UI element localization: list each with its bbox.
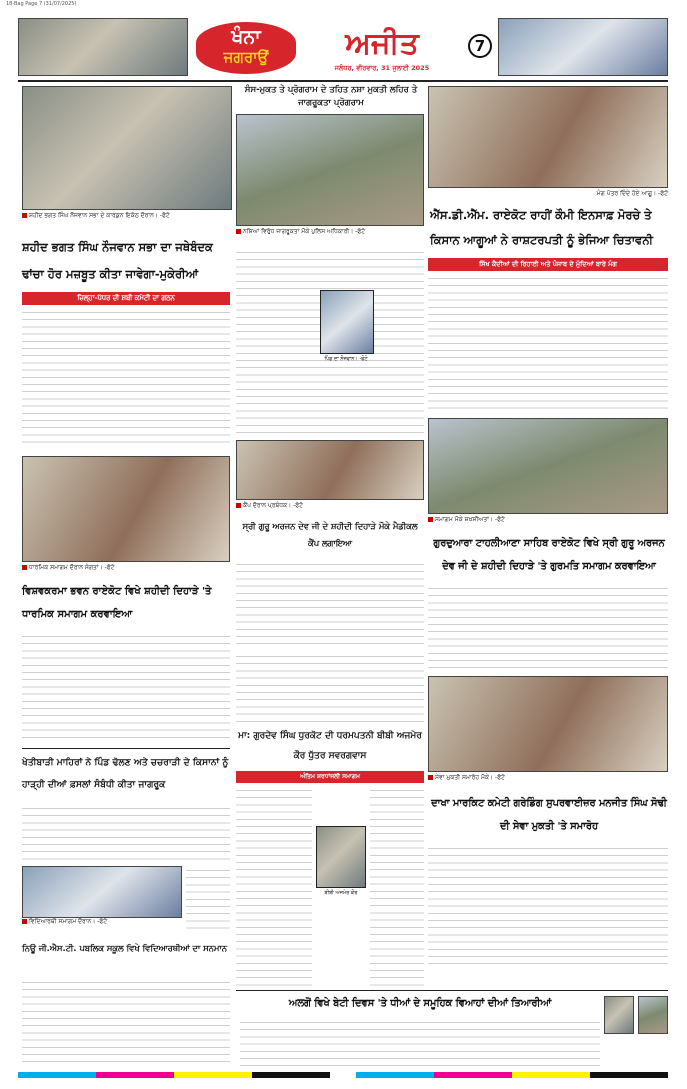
students-caption: ਵਿਦਿਆਰਥੀ ਸਮਾਗਮ ਦੌਰਾਨ। -ਫੋਟੋ — [22, 918, 182, 932]
sabha-caption: ਸ਼ਹੀਦ ਭਗਤ ਸਿੰਘ ਨੌਜਵਾਨ ਸਭਾ ਦੇ ਕਾਰਕੁਨ ਇਕੱਠ ਦੌਰਾਨ। -ਫੋਟੋ — [22, 212, 232, 228]
paper-name: ਅਜੀਤ — [345, 26, 419, 61]
bibi-subhead: ਅੰਤਿਮ ਸ਼ਰਧਾਂਜਲੀ ਸਮਾਗਮ — [236, 771, 424, 783]
gurdwara-photo — [428, 418, 668, 514]
akhand-rule — [236, 990, 668, 991]
print-slug: 18-Bag Page 7 (31/07/2025) — [6, 1, 77, 7]
page-number: 7 — [468, 34, 492, 58]
nasha-portrait-caption: ਪਿੰਡ ਦਾ ਨੌਜਵਾਨ। -ਫੋਟੋ — [324, 356, 368, 362]
sdm-caption: ਮੰਗ ਪੱਤਰ ਦਿੰਦੇ ਹੋਏ ਆਗੂ। -ਫੋਟੋ — [596, 190, 668, 197]
sabha-photo — [22, 86, 232, 210]
sdm-body — [428, 274, 668, 414]
local-title-line2: ਜਗਰਾਉਂ — [223, 48, 269, 66]
vishwakarma-photo — [22, 456, 230, 562]
khetibari-headline: ਖੇਤੀਬਾੜੀ ਮਾਹਿਰਾਂ ਨੇ ਪਿੰਡ ਢੋਲਣ ਅਤੇ ਚਚਰਾੜੀ ਦੇ ਕਿਸਾਨਾਂ ਨੂੰ ਹਾੜ੍ਹੀ ਦੀਆਂ ਫ਼ਸਲਾਂ ਸੰਬੰਧੀ ਕੀਤਾ ਜਾਗਰੂਕ — [22, 757, 229, 790]
local-title-line1: ਖੰਨਾ — [231, 26, 261, 48]
daakha-photo — [428, 676, 668, 772]
khetibari-body — [22, 804, 230, 864]
students-photo — [22, 866, 182, 918]
gurdwara-headline: ਗੁਰਦੁਆਰਾ ਟਾਹਲੀਆਣਾ ਸਾਹਿਬ ਰਾਏਕੋਟ ਵਿਖੇ ਸ੍ਰੀ ਗੁਰੂ ਅਰਜਨ ਦੇਵ ਜੀ ਦੇ ਸ਼ਹੀਦੀ ਦਿਹਾੜੇ 'ਤੇ ਗੁਰਮਤਿ ਸਮਾਗਮ ਕਰਵਾਇਆ — [433, 538, 665, 572]
daakha-headline: ਦਾਖਾ ਮਾਰਕਿਟ ਕਮੇਟੀ ਗਰੇਡਿੰਗ ਸੁਪਰਵਾਈਜ਼ਰ ਮਨਜੀਤ ਸਿੰਘ ਸੋਢੀ ਦੀ ਸੇਵਾ ਮੁਕਤੀ 'ਤੇ ਸਮਾਰੋਹ — [431, 798, 667, 832]
students-side-body — [186, 866, 230, 932]
akhand-portrait-1 — [604, 996, 634, 1034]
nasha-photo — [236, 114, 424, 226]
gurdwara-body — [428, 584, 668, 670]
bibi-portrait — [316, 826, 366, 888]
vishwakarma-body — [22, 632, 230, 744]
paper-name-block — [302, 26, 462, 62]
bibi-headline: ਮਾ: ਗੁਰਦੇਵ ਸਿੰਘ ਧੁਰਕੋਟ ਦੀ ਧਰਮਪਤਨੀ ਬੀਬੀ ਅਜਮੇਰ ਕੌਰ ਧੁੱਤਰ ਸਵਰਗਵਾਸ — [238, 731, 422, 761]
camp-caption: ਕੈਂਪ ਦੌਰਾਨ ਪ੍ਰਬੰਧਕ। -ਫੋਟੋ — [236, 502, 424, 516]
sdm-headline: ਐੱਸ.ਡੀ.ਐੱਮ. ਰਾਏਕੋਟ ਰਾਹੀਂ ਕੌਮੀ ਇਨਸਾਫ਼ ਮੋਰਚੇ ਤੇ ਕਿਸਾਨ ਆਗੂਆਂ ਨੇ ਰਾਸ਼ਟਰਪਤੀ ਨੂੰ ਭੇਜਿਆ ਚਿਤਾਵਨੀ — [430, 208, 653, 247]
akhand-headline: ਅਲਗੋਂ ਵਿਖੇ ਬੇਟੀ ਦਿਵਸ 'ਤੇ ਧੀਆਂ ਦੇ ਸਮੂਹਿਕ ਵਿਆਹਾਂ ਦੀਆਂ ਤਿਆਰੀਆਂ — [288, 998, 552, 1009]
bibi-body-right — [370, 786, 424, 986]
date-line: ਜਲੰਧਰ, ਵੀਰਵਾਰ, 31 ਜੁਲਾਈ 2025 — [334, 64, 430, 72]
camp-headline: ਸ੍ਰੀ ਗੁਰੂ ਅਰਜਨ ਦੇਵ ਜੀ ਦੇ ਸ਼ਹੀਦੀ ਦਿਹਾੜੇ ਮੌਕੇ ਮੈਡੀਕਲ ਕੈਂਪ ਲਗਾਇਆ — [242, 521, 418, 548]
akhand-body — [240, 1018, 600, 1066]
masthead-left-photo — [18, 18, 188, 76]
masthead-rule — [18, 80, 668, 82]
sabha-headline: ਸ਼ਹੀਦ ਭਗਤ ਸਿੰਘ ਨੌਜਵਾਨ ਸਭਾ ਦਾ ਜਥੇਬੰਦਕ ਢਾਂਚਾ ਹੋਰ ਮਜ਼ਬੂਤ ਕੀਤਾ ਜਾਵੇਗਾ-ਮੁਕੇਰੀਆਂ — [22, 240, 213, 281]
nasha-headline: ਸੰਸ-ਮੁਕਤ ਤੇ ਪ੍ਰੋਗਰਾਮ ਦੇ ਤਹਿਤ ਨਸ਼ਾ ਮੁਕਤੀ ਲਹਿਰ ਤੇ ਜਾਗਰੂਕਤਾ ਪ੍ਰੋਗਰਾਮ — [244, 85, 418, 108]
bibi-body-left — [236, 786, 312, 986]
color-bar — [18, 1072, 668, 1078]
sabha-subhead: ਜ਼ਿਲ੍ਹਾ-ਪੱਧਰ ਦੀ ਸ਼ਬੀ ਕਮੇਟੀ ਦਾ ਗਠਨ — [22, 292, 230, 305]
daakha-caption: ਸੇਵਾ ਮੁਕਤੀ ਸਮਾਰੋਹ ਮੌਕੇ। -ਫੋਟੋ — [428, 774, 668, 788]
khetibari-rule — [22, 748, 230, 749]
nasha-portrait — [320, 290, 374, 354]
bibi-portrait-caption: ਬੀਬੀ ਅਜਮੇਰ ਕੌਰ — [324, 890, 358, 896]
local-title-badge — [196, 22, 296, 74]
akhand-portrait-2 — [638, 996, 668, 1034]
camp-photo — [236, 440, 424, 500]
vishwakarma-caption: ਧਾਰਮਿਕ ਸਮਾਗਮ ਦੌਰਾਨ ਸੰਗਤਾਂ। -ਫੋਟੋ — [22, 564, 230, 578]
sdm-subhead: ਸਿੱਖ ਕੈਦੀਆਂ ਦੀ ਰਿਹਾਈ ਅਤੇ ਪੰਜਾਬ ਦੇ ਮੁੱਦਿਆਂ ਬਾਰੇ ਮੰਗ — [428, 258, 668, 271]
school-body — [22, 978, 230, 1066]
school-headline: ਨਿਊ ਜੀ.ਐਸ.ਟੀ. ਪਬਲਿਕ ਸਕੂਲ ਵਿਖੇ ਵਿਦਿਆਰਥੀਆਂ ਦਾ ਸਨਮਾਨ — [22, 943, 227, 953]
sdm-photo — [428, 86, 668, 188]
camp-body-2 — [236, 652, 424, 722]
nasha-caption: ਨਸ਼ਿਆਂ ਵਿਰੁੱਧ ਜਾਗਰੂਕਤਾ ਮੌਕੇ ਪੁਲਿਸ ਅਧਿਕਾਰੀ। -ਫੋਟੋ — [236, 228, 424, 244]
masthead-right-photo — [498, 18, 668, 76]
daakha-body — [428, 844, 668, 964]
camp-body — [236, 560, 424, 650]
sabha-body — [22, 308, 230, 448]
gurdwara-caption: ਸਮਾਗਮ ਮੌਕੇ ਸ਼ਖ਼ਸੀਅਤਾਂ। -ਫੋਟੋ — [428, 516, 668, 530]
vishwakarma-headline: ਵਿਸ਼ਵਕਰਮਾ ਭਵਨ ਰਾਏਕੋਟ ਵਿਖੇ ਸ਼ਹੀਦੀ ਦਿਹਾੜੇ 'ਤੇ ਧਾਰਮਿਕ ਸਮਾਗਮ ਕਰਵਾਇਆ — [22, 586, 212, 620]
